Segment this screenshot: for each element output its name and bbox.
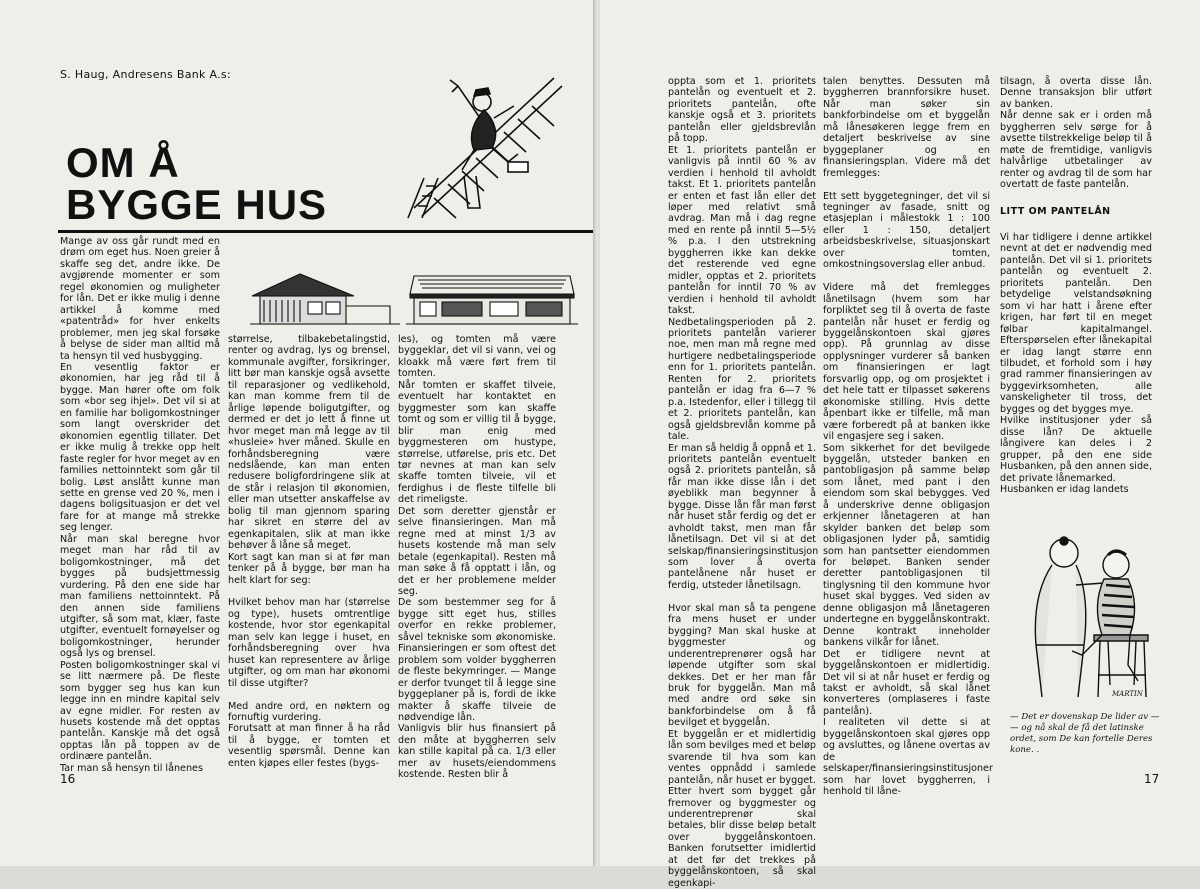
headline-rule <box>58 230 600 233</box>
text-column-2: størrelse, tilbakebetalingstid, renter og avdrag, lys og brensel, kommunale avgifter, forsikringer, litt bør man kanskje også avsette til reparasjoner og vedlikehold, kan man komme frem til de årlige løpende boligutgifter, og dermed er det jo lett å finne ut hvor meget man må legge av til «husleie» hver måned. Skulle en forhåndsberegning være nedslående, kan man enten redusere boligfordringene slik at de står i relasjon til økonomien, eller man utsetter anskaffelse av bolig til man gjennom sparing har sikret en større del av egenkapitalen, slik at man ikke behøver å låne så meget. Kort sagt kan man si at før man tenker på å bygge, bør man ha helt klart for seg: Hvilket behov man har (størrelse og type), husets omtrentlige kostende, hvor stor egenkapital man selv kan legge i huset, en forhåndsberegning over hva huset kan representere av årlige utgifter, og om man har økonomi til disse utgifter? Med andre ord, en nøktern og fornuftig vurdering. Forutsatt at man finner å ha råd til å bygge, er tomten et vesentlig spørsmål. Denne kan enten kjøpes eller festes (bygs- <box>228 334 390 769</box>
text-column-3: les), og tomten må være byggeklar, det vil si vann, vei og kloakk må være ført frem til tomten. Når tomten er skaffet tilveie, eventuelt har kontaktet en byggmester som kan skaffe tomt og som er villig til å bygge, blir man enig med byggmesteren om hustype, størrelse, utførelse, pris etc. Det tør nevnes at man kan selv skaffe tomten tilveie, vil et ferdighus i de fleste tilfelle bli det rimeligste. Det som deretter gjenstår er selve finansieringen. Man må regne med at minst 1/3 av husets kostende må man selv betale (egenkapital). Resten må man søke å få opptatt i lån, og det er her problemene melder seg. De som bestemmer seg for å bygge sitt eget hus, stilles overfor en rekke problemer, såvel tekniske som økonomiske. Finansieringen er som oftest det problem som volder byggherren de fleste bekymringer. — Mange er derfor tvunget til å legge sine byggeplaner på is, fordi de ikke makter å skaffe tilveie de nødvendige lån. Vanligvis blir hus finansiert på den måte at byggherren selv kan stille kapital på ca. 1/3 eller mer av husets/eiendommens kostende. Resten blir å <box>398 334 556 781</box>
left-page <box>0 0 596 866</box>
byline: S. Haug, Andresens Bank A.s: <box>60 68 231 81</box>
page-number-left: 16 <box>60 772 76 786</box>
cartoon-caption: — Det er dovenskap De lider av — — og nå skal de få det latinske ordet, som De kan fortelle Deres kone. . <box>1010 712 1160 755</box>
text-column-1: Mange av oss går rundt med en drøm om eget hus. Noen greier å skaffe seg det, andre ikke. De avgjørende momenter er som regel økonomien og muligheter for lån. Det er ikke mulig i denne artikkel å komme med «patentråd» for hver enkelts problemer, men jeg skal forsøke å belyse de sider man alltid må ta hensyn til ved husbygging. En vesentlig faktor er økonomien, har jeg råd til å bygge. Man hører ofte om folk som «bor seg ihjel». Det vil si at en familie har boligomkostninger som langt overskrider det økonomien egentlig tillater. Det er ikke mulig å trekke opp helt faste regler for hvor meget av en families nettoinntekt som går til bolig. Løst anslått kunne man sette en grense ved 20 %, men i dagens boligsituasjon er det vel fare for at mange må strekke seg lenger. Når man skal beregne hvor meget man har råd til av boligomkostninger, må det bygges på budsjettmessig vurdering. På den ene side har man familiens nettoinntekt. På den annen side familiens utgifter, så som mat, klær, faste utgifter, eventuelt fornøyelser og boligomkostninger, herunder også lys og brensel. Posten boligomkostninger skal vi se litt nærmere på. De fleste som bygger seg hus kan kun legge inn en mindre kapital selv av egne midler. For resten av husets kostende må det opptas pantelån. Kanskje må det også opptas lån på toppen av de ordinære pantelån. Tar man så hensyn til lånenes <box>60 236 220 774</box>
house-illustration-1 <box>250 266 400 328</box>
text-column-6-top: tilsagn, å overta disse lån. Denne transaksjon blir utført av banken. Når denne sak er i orden må byggherren selv sørge for å avsette tilstrekkelige beløp til å møte de fremtidige, vanligvis halvårlige utbetalinger av renter og avdrag til de som har overtatt de faste pantelån. <box>1000 76 1152 191</box>
headline <box>66 139 328 228</box>
doctor-cartoon-illustration <box>1012 525 1160 705</box>
text-column-5: talen benyttes. Dessuten må byggherren brannforsikre huset. Når man søker sin bankforbindelse om et byggelån må lånesøkeren legge frem en detaljert beskrivelse av sine byggeplaner og en finansieringsplan. Videre må det fremlegges: Ett sett byggetegninger, det vil si tegninger av fasade, snitt og etasjeplan i målestokk 1 : 100 eller 1 : 150, detaljert arbeidsbeskrivelse, situasjonskart over tomten, omkostningsoverslag eller anbud. Videre må det fremlegges lånetilsagn (hvem som har forpliktet seg til å overta de faste pantelån når huset er ferdig og byggelånskontoen skal gjøres opp). På grunnlag av disse opplysninger vurderer så banken om finansieringen er lagt forsvarlig opp, og om prosjektet i det hele tatt er tilpasset søkerens økonomiske stilling. Hvis dette åpenbart ikke er tilfelle, må man være forberedt på at banken ikke vil engasjere seg i saken. Som sikkerhet for det bevilgede byggelån, utsteder banken en pantobligasjon på samme beløp som lånet, med pant i den eiendom som skal bebygges. Ved å underskrive denne obligasjon erkjenner lånetageren at han skylder banken det beløp som obligasjonen lyder på, samtidig som han pantsetter eiendommen for beløpet. Banken sender deretter pantobligasjonen til tinglysning til den kommune hvor huset skal bygges. Ved siden av denne obligasjon må lånetageren undertegne en byggelånskontrakt. Denne kontrakt inneholder bankens vilkår for lånet. Det er tidligere nevnt at byggelånskontoen er midlertidig. Det vil si at når huset er ferdig og takst er avholdt, så skal lånet konverteres (omplaseres i faste pantelån). I realiteten vil dette si at byggelånskontoen skal gjøres opp og avsluttes, og lånene overtas av de selskaper/finansieringsinstitusjoner som har lovet byggherren, i henhold til låne- <box>823 76 993 798</box>
house-illustration-2 <box>406 272 578 328</box>
page-number-right: 17 <box>1144 772 1160 786</box>
text-column-4: oppta som et 1. prioritets pantelån og eventuelt et 2. prioritets pantelån, ofte kanskje også et 3. prioritets pantelån eller gjeldsbrevlån på topp. Et 1. prioritets pantelån er vanligvis på inntil 60 % av verdien i henhold til avholdt takst. Et 1. prioritets pantelån er enten et fast lån eller det løper med relativt små avdrag. Man må i dag regne med en rente på inntil 5—5½ % p.a. I den utstrekning byggherren ikke kan dekke det resterende ved egne midler, opptas et 2. prioritets pantelån for inntil 70 % av verdien i henhold til avholdt takst. Nedbetalingsperioden på 2. prioritets pantelån varierer noe, men man må regne med hurtigere nedbetalingsperiode enn for 1. prioritets pantelån. Renten for 2. prioritets pantelån er idag fra 6—7 % p.a. Istedenfor, eller i tillegg til et 2. prioritets pantelån, kan også gjeldsbrevlån komme på tale. Er man så heldig å oppnå et 1. prioritets pantelån eventuelt også 2. prioritets pantelån, så får man ikke disse lån i det øyeblikk man begynner å bygge. Disse lån får man først når huset står ferdig og det er avholdt takst, men man får lånetilsagn. Det vil si at det selskap/finansieringsinstitusjon som lover å overta pantelånene når huset er ferdig, utsteder lånetilsagn. Hvor skal man så ta pengene fra mens huset er under bygging? Man skal huske at byggmester og underentreprenører også har løpende utgifter som skal dekkes. Det er her man får bruk for byggelån. Man må med andre ord søke sin bankforbindelse om å få bevilget et byggelån. Et byggelån er et midlertidig lån som bevilges med et beløp svarende til hva som kan ventes oppnådd i samlede pantelån, når huset er bygget. Etter hvert som bygget går fremover og byggmester og underentreprenør skal betales, blir disse beløp betalt over byggelånskontoen. Banken forutsetter imidlertid at det før det trekkes på byggelånskontoen, så skal egenkapi- <box>668 76 819 889</box>
cartoon-signature: MARTIN <box>1112 690 1143 698</box>
roofer-illustration <box>404 58 564 218</box>
text-column-6-bottom: Vi har tidligere i denne artikkel nevnt at det er nødvendig med pantelån. Det vil si 1. prioritets pantelån og eventuelt 2. prioritets pantelån. Den betydelige velstandsøkning som vi har hatt i årene efter krigen, har ført til en meget følbar kapitalmangel. Efterspørselen efter lånekapital er idag langt større enn tilbudet, et forhold som i høy grad rammer finansieringen av byggevirksomheten, alle vanskeligheter til tross, det bygges og det bygges mye. Hvilke institusjoner yder så disse lån? De aktuelle långivere kan deles i 2 grupper, på den ene side Husbanken, på den annen side, det private lånemarked. Husbanken er idag landets <box>1000 232 1152 495</box>
section-heading: LITT OM PANTELÅN <box>1000 206 1111 217</box>
headline-line-1: OM Å <box>66 139 180 186</box>
headline-line-2: BYGGE HUS <box>66 181 328 228</box>
